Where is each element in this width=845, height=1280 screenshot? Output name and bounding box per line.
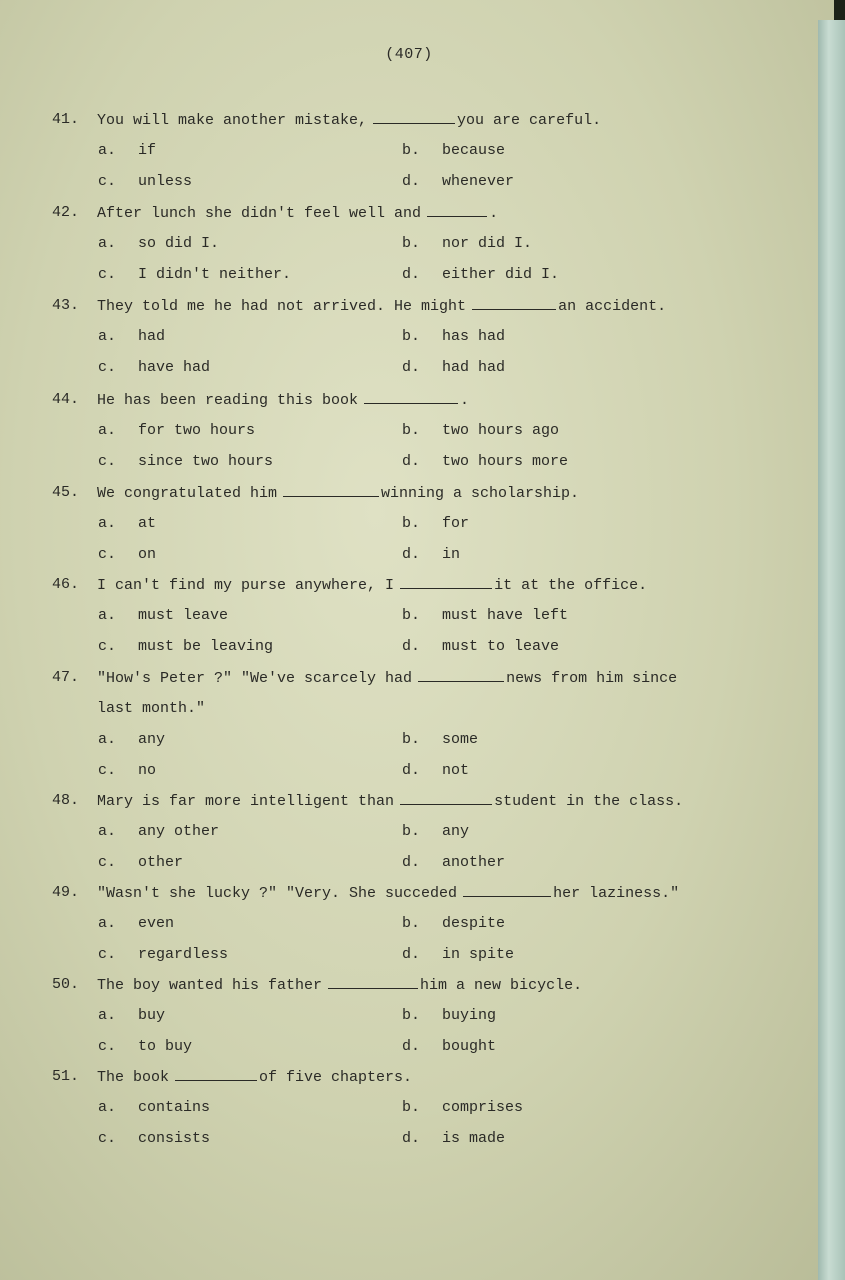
option-text: unless — [138, 173, 193, 190]
option-text: is made — [442, 1130, 506, 1147]
option-letter: a. — [98, 142, 117, 159]
option-b — [402, 421, 559, 441]
option-d — [402, 545, 460, 565]
option-text: even — [138, 915, 175, 932]
question-number: 47. — [52, 669, 80, 686]
option-text: another — [442, 854, 506, 871]
option-letter: a. — [98, 515, 117, 532]
stem-text-after: winning a scholarship. — [381, 485, 580, 502]
option-letter: d. — [402, 762, 421, 779]
option-letter: d. — [402, 946, 421, 963]
stem-text-before: The book — [97, 1069, 170, 1086]
option-letter: c. — [98, 359, 117, 376]
option-letter: b. — [402, 915, 421, 932]
option-text: other — [138, 854, 184, 871]
option-letter: b. — [402, 235, 421, 252]
option-letter: c. — [98, 946, 117, 963]
option-d — [402, 172, 514, 192]
option-letter: d. — [402, 173, 421, 190]
question-stem — [97, 203, 498, 223]
option-c — [98, 545, 156, 565]
option-text: must to leave — [442, 638, 560, 655]
question-stem — [97, 483, 579, 503]
question-number: 48. — [52, 792, 80, 809]
option-text: has had — [442, 328, 506, 345]
option-a — [98, 822, 219, 842]
question-stem — [97, 668, 677, 688]
stem-text-after: him a new bicycle. — [420, 977, 583, 994]
option-text: if — [138, 142, 157, 159]
option-text: have had — [138, 359, 211, 376]
page-number: (407) — [385, 46, 433, 63]
option-c — [98, 172, 192, 192]
question-number: 41. — [52, 111, 80, 128]
page-edge — [818, 20, 845, 1280]
option-a — [98, 421, 255, 441]
option-b — [402, 234, 532, 254]
answer-blank — [400, 575, 492, 589]
option-letter: d. — [402, 854, 421, 871]
question-number: 44. — [52, 391, 80, 408]
option-a — [98, 730, 165, 750]
option-c — [98, 945, 228, 965]
question-stem — [97, 110, 601, 130]
question-stem — [97, 791, 683, 811]
option-text: consists — [138, 1130, 211, 1147]
stem-text-after: . — [460, 392, 470, 409]
option-text: had had — [442, 359, 506, 376]
stem-text-before: Mary is far more intelligent than — [97, 793, 395, 810]
option-b — [402, 514, 469, 534]
option-d — [402, 1129, 505, 1149]
answer-blank — [283, 483, 379, 497]
answer-blank — [373, 110, 455, 124]
option-text: must have left — [442, 607, 569, 624]
option-text: any other — [138, 823, 220, 840]
option-letter: d. — [402, 638, 421, 655]
option-letter: b. — [402, 731, 421, 748]
option-text: comprises — [442, 1099, 524, 1116]
option-text: two hours more — [442, 453, 569, 470]
stem-text-after: of five chapters. — [259, 1069, 413, 1086]
option-letter: d. — [402, 1038, 421, 1055]
option-letter: b. — [402, 515, 421, 532]
stem-text-after: it at the office. — [494, 577, 648, 594]
option-c — [98, 265, 291, 285]
stem-text-before: You will make another mistake, — [97, 112, 368, 129]
answer-blank — [418, 668, 504, 682]
option-text: to buy — [138, 1038, 193, 1055]
option-letter: a. — [98, 422, 117, 439]
option-letter: c. — [98, 1038, 117, 1055]
stem-text-before: He has been reading this book — [97, 392, 359, 409]
option-letter: a. — [98, 328, 117, 345]
option-b — [402, 141, 505, 161]
answer-blank — [175, 1067, 257, 1081]
option-text: for two hours — [138, 422, 256, 439]
option-text: two hours ago — [442, 422, 560, 439]
stem-text-before: "Wasn't she lucky ?" "Very. She succeded — [97, 885, 458, 902]
question-number: 50. — [52, 976, 80, 993]
option-b — [402, 1098, 523, 1118]
option-text: bought — [442, 1038, 497, 1055]
option-text: at — [138, 515, 157, 532]
option-b — [402, 822, 469, 842]
option-b — [402, 327, 505, 347]
stem-text-after: you are careful. — [457, 112, 602, 129]
option-b — [402, 914, 505, 934]
option-text: since two hours — [138, 453, 274, 470]
option-text: had — [138, 328, 166, 345]
option-c — [98, 1129, 210, 1149]
option-a — [98, 327, 165, 347]
stem-text-after: news from him since — [506, 670, 678, 687]
option-letter: b. — [402, 328, 421, 345]
question-number: 46. — [52, 576, 80, 593]
option-letter: a. — [98, 1099, 117, 1116]
option-text: contains — [138, 1099, 211, 1116]
option-text: some — [442, 731, 479, 748]
option-b — [402, 606, 568, 626]
option-b — [402, 730, 478, 750]
stem-text-before: They told me he had not arrived. He might — [97, 298, 467, 315]
answer-blank — [364, 390, 458, 404]
option-d — [402, 452, 568, 472]
option-text: in spite — [442, 946, 515, 963]
option-d — [402, 637, 559, 657]
stem-text-after: an accident. — [558, 298, 667, 315]
answer-blank — [427, 203, 487, 217]
stem-text-after: student in the class. — [494, 793, 684, 810]
option-letter: a. — [98, 731, 117, 748]
option-letter: c. — [98, 173, 117, 190]
stem-text-before: After lunch she didn't feel well and — [97, 205, 422, 222]
option-a — [98, 234, 219, 254]
question-stem — [97, 883, 679, 903]
option-c — [98, 637, 273, 657]
option-letter: b. — [402, 422, 421, 439]
option-a — [98, 1006, 165, 1026]
option-a — [98, 606, 228, 626]
option-text: for — [442, 515, 470, 532]
option-letter: a. — [98, 235, 117, 252]
option-text: so did I. — [138, 235, 220, 252]
question-stem — [97, 1067, 412, 1087]
question-number: 49. — [52, 884, 80, 901]
option-b — [402, 1006, 496, 1026]
option-text: any — [442, 823, 470, 840]
option-text: buy — [138, 1007, 166, 1024]
option-text: I didn't neither. — [138, 266, 292, 283]
option-text: in — [442, 546, 461, 563]
option-text: regardless — [138, 946, 229, 963]
question-stem — [97, 390, 469, 410]
option-letter: d. — [402, 359, 421, 376]
stem-text-before: "How's Peter ?" "We've scarcely had — [97, 670, 413, 687]
stem-text-after: . — [489, 205, 499, 222]
option-letter: c. — [98, 638, 117, 655]
question-number: 51. — [52, 1068, 80, 1085]
stem-text-after: her laziness." — [553, 885, 680, 902]
option-text: not — [442, 762, 470, 779]
option-d — [402, 945, 514, 965]
option-c — [98, 452, 273, 472]
option-text: whenever — [442, 173, 515, 190]
option-letter: c. — [98, 266, 117, 283]
question-stem — [97, 575, 647, 595]
option-text: nor did I. — [442, 235, 533, 252]
option-letter: d. — [402, 453, 421, 470]
question-number: 45. — [52, 484, 80, 501]
option-text: buying — [442, 1007, 497, 1024]
option-letter: b. — [402, 823, 421, 840]
option-letter: a. — [98, 823, 117, 840]
answer-blank — [400, 791, 492, 805]
option-d — [402, 265, 559, 285]
question-stem — [97, 975, 582, 995]
option-a — [98, 914, 174, 934]
option-text: on — [138, 546, 157, 563]
option-text: must be leaving — [138, 638, 274, 655]
option-c — [98, 761, 156, 781]
question-stem-continued: last month." — [97, 700, 206, 717]
option-text: because — [442, 142, 506, 159]
option-letter: b. — [402, 1007, 421, 1024]
question-stem — [97, 296, 666, 316]
stem-text-before: We congratulated him — [97, 485, 278, 502]
option-text: must leave — [138, 607, 229, 624]
option-d — [402, 761, 469, 781]
option-a — [98, 514, 156, 534]
option-letter: c. — [98, 453, 117, 470]
option-letter: d. — [402, 1130, 421, 1147]
option-c — [98, 853, 183, 873]
option-a — [98, 1098, 210, 1118]
option-letter: d. — [402, 546, 421, 563]
question-number: 43. — [52, 297, 80, 314]
option-letter: b. — [402, 607, 421, 624]
answer-blank — [463, 883, 551, 897]
option-letter: b. — [402, 1099, 421, 1116]
option-d — [402, 853, 505, 873]
stem-text-before: The boy wanted his father — [97, 977, 323, 994]
answer-blank — [328, 975, 418, 989]
stem-text-before: I can't find my purse anywhere, I — [97, 577, 395, 594]
answer-blank — [472, 296, 556, 310]
option-letter: d. — [402, 266, 421, 283]
option-letter: c. — [98, 1130, 117, 1147]
option-letter: b. — [402, 142, 421, 159]
option-letter: c. — [98, 762, 117, 779]
option-text: despite — [442, 915, 506, 932]
option-text: no — [138, 762, 157, 779]
option-letter: a. — [98, 607, 117, 624]
option-d — [402, 1037, 496, 1057]
option-letter: a. — [98, 915, 117, 932]
option-a — [98, 141, 156, 161]
option-c — [98, 1037, 192, 1057]
option-letter: c. — [98, 546, 117, 563]
option-letter: c. — [98, 854, 117, 871]
option-text: either did I. — [442, 266, 560, 283]
option-d — [402, 358, 505, 378]
question-number: 42. — [52, 204, 80, 221]
option-c — [98, 358, 210, 378]
option-text: any — [138, 731, 166, 748]
option-letter: a. — [98, 1007, 117, 1024]
